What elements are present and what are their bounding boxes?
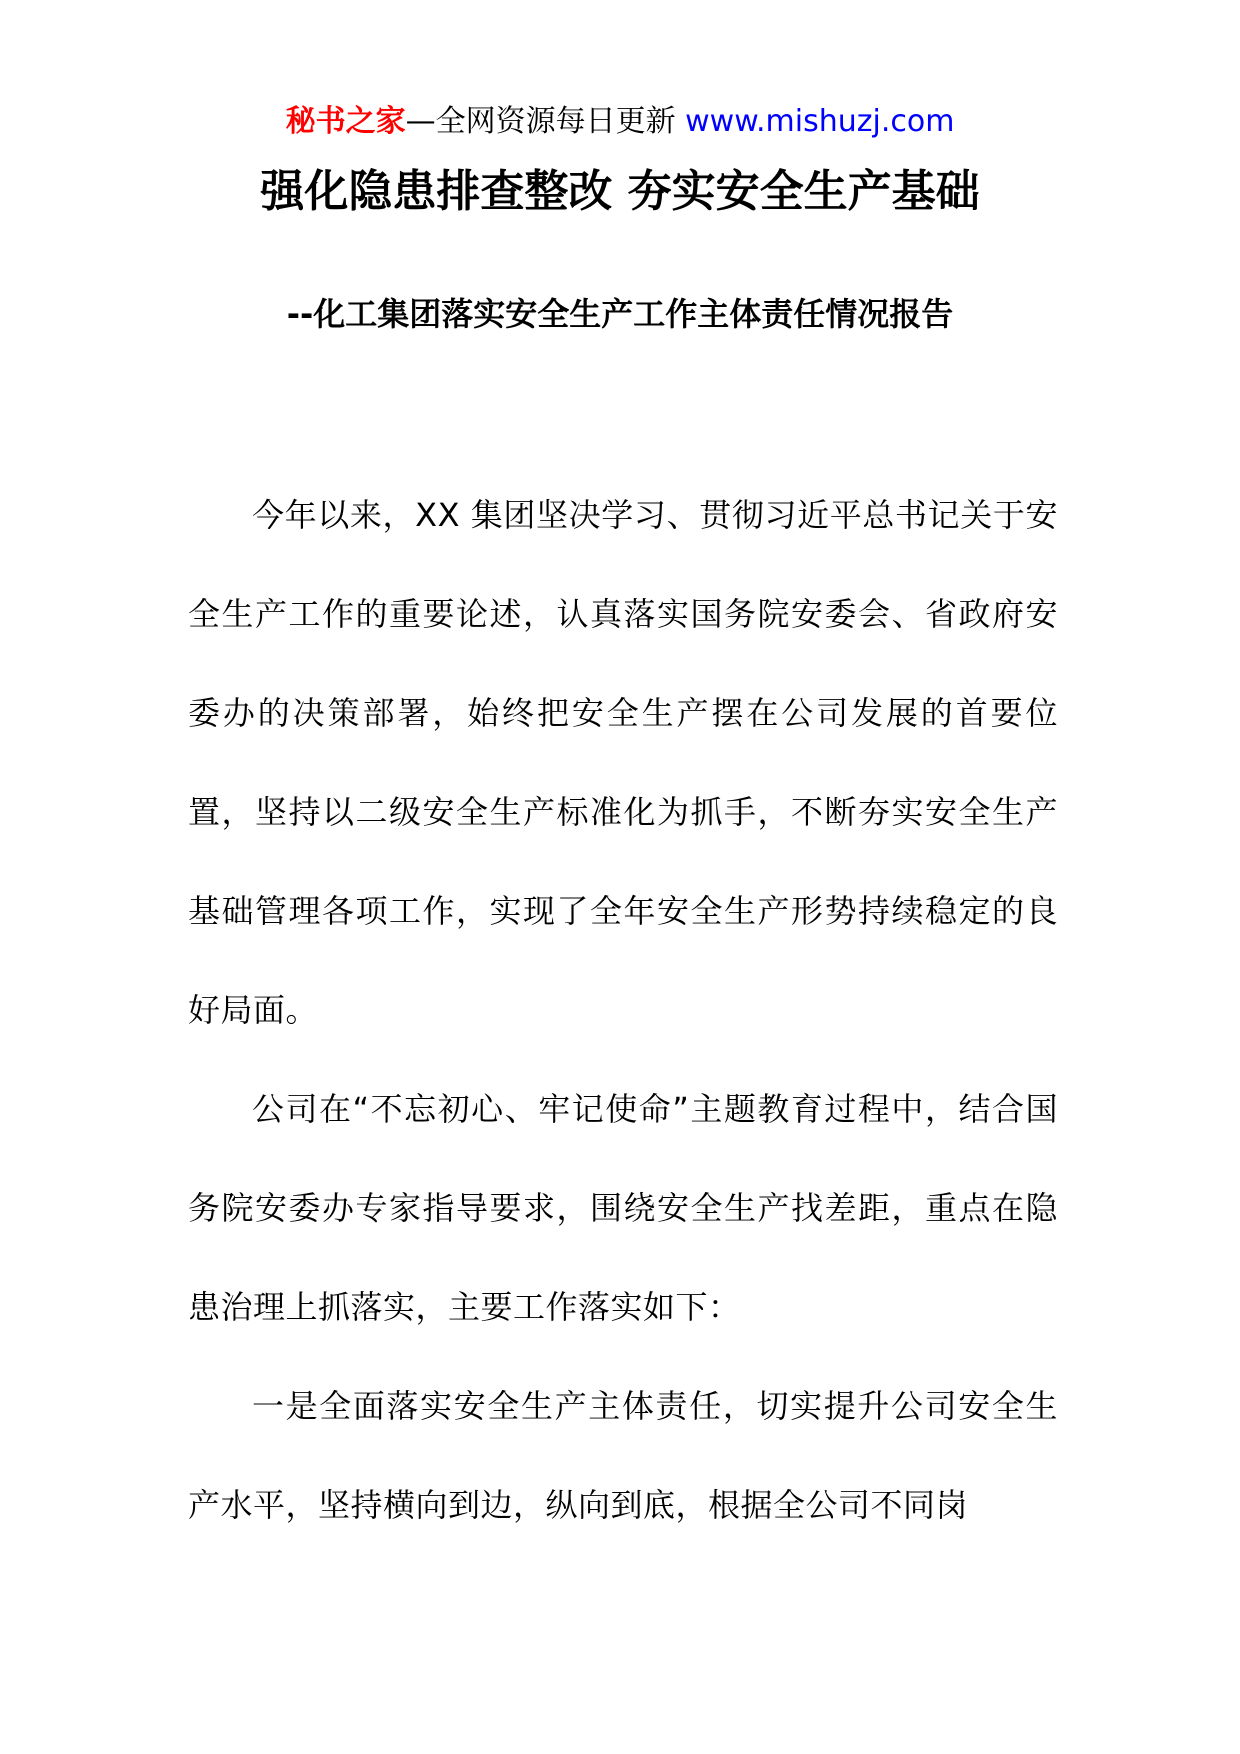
- site-tagline: —全网资源每日更新: [405, 104, 676, 139]
- document-subtitle: --化工集团落实安全生产工作主体责任情况报告: [286, 295, 954, 333]
- body-paragraph: 一是全面落实安全生产主体责任，切实提升公司安全生产水平，坚持横向到边，纵向到底，根据全公司不同岗: [188, 1387, 1058, 1524]
- body-paragraph: 公司在“不忘初心、牢记使命”主题教育过程中，结合国务院安委办专家指导要求，围绕安全生产找差距，重点在隐患治理上抓落实，主要工作落实如下：: [188, 1090, 1058, 1326]
- site-url-link[interactable]: www.mishuzj.com: [685, 104, 955, 139]
- site-header: [0, 100, 1240, 144]
- site-brand: 秘书之家: [285, 104, 406, 139]
- document-body: [188, 466, 1058, 1555]
- document-title: 强化隐患排查整改 夯实安全生产基础: [260, 166, 980, 217]
- body-paragraph: 今年以来，XX 集团坚决学习、贯彻习近平总书记关于安全生产工作的重要论述，认真落实国务院安委会、省政府安委办的决策部署，始终把安全生产摆在公司发展的首要位置，坚持以二级安全生产标准化为抓手，不断夯实安全生产基础管理各项工作，实现了全年安全生产形势持续稳定的良好局面。: [188, 496, 1058, 1029]
